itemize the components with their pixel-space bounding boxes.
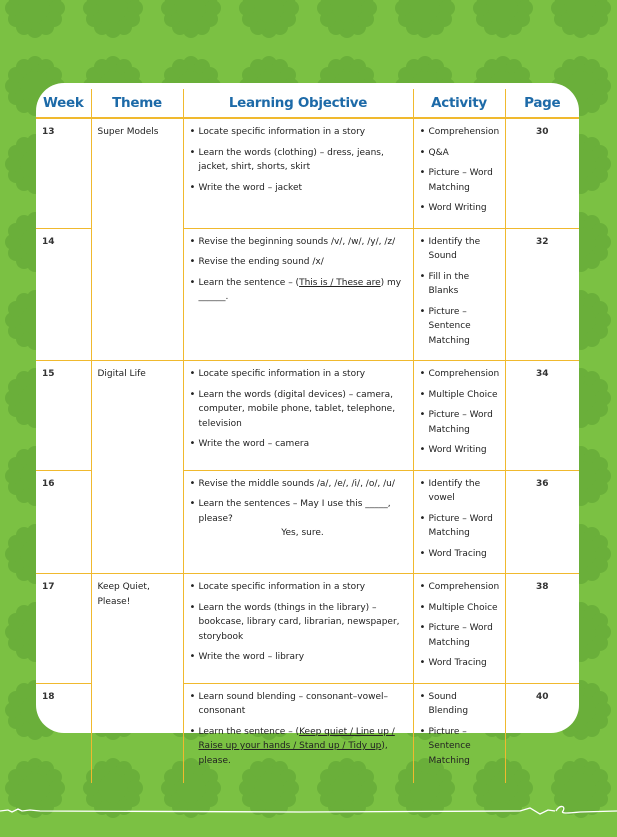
header-week: Week: [36, 89, 91, 118]
table-row: [36, 118, 579, 228]
objective-cell: [183, 228, 413, 361]
header-learning-objective: Learning Objective: [183, 89, 413, 118]
activity-item: • Comprehension: [420, 125, 499, 140]
activity-item: • Sound Blending: [420, 690, 499, 719]
flower-shape: [5, 0, 65, 38]
flower-shape: [551, 0, 611, 38]
activity-item: • Identify the vowel: [420, 477, 499, 506]
activity-cell: [413, 470, 505, 574]
activity-item: • Word Tracing: [420, 547, 499, 562]
schedule-card: [36, 83, 579, 766]
theme-cell: Keep Quiet, Please!: [91, 574, 183, 784]
page-cell: 30: [505, 118, 579, 228]
activity-item: • Comprehension: [420, 367, 499, 382]
theme-cell: Digital Life: [91, 361, 183, 574]
objective-item: • Learn the words (clothing) – dress, jeans, jacket, shirt, shorts, skirt: [190, 146, 407, 175]
sentence-suffix: ) my: [380, 277, 402, 288]
table-row: [36, 574, 579, 684]
objective-item: • Revise the middle sounds /a/, /e/, /i/, /o/, /u/: [190, 477, 407, 492]
activity-item: • Picture – Word Matching: [420, 512, 499, 541]
activity-item: • Fill in the Blanks: [420, 270, 499, 299]
table-header-row: [36, 89, 579, 118]
sentence-question: Learn the sentences – May I use this _____, please?: [198, 499, 391, 524]
objective-item: • Locate specific information in a story: [190, 367, 407, 382]
activity-item: • Word Writing: [420, 201, 499, 216]
activity-item: • Picture – Word Matching: [420, 408, 499, 437]
objective-item: • Write the word – library: [190, 650, 407, 665]
activity-cell: [413, 361, 505, 471]
week-cell: 16: [36, 470, 91, 574]
week-cell: 14: [36, 228, 91, 361]
flower-shape: [395, 0, 455, 38]
activity-item: • Word Tracing: [420, 656, 499, 671]
sentence-prefix: Learn the sentence – (: [198, 277, 300, 288]
page-cell: 32: [505, 228, 579, 361]
week-cell: 15: [36, 361, 91, 471]
schedule-table: [36, 89, 579, 783]
sentence-answer: Yes, sure.: [281, 528, 324, 538]
activity-item: • Picture – Word Matching: [420, 621, 499, 650]
sentence-blank: ______.: [198, 292, 229, 302]
activity-item: • Comprehension: [420, 580, 499, 595]
activity-cell: [413, 228, 505, 361]
activity-item: • Picture – Sentence Matching: [420, 725, 499, 769]
table-row: [36, 361, 579, 471]
flower-shape: [317, 0, 377, 38]
objective-item: • Locate specific information in a story: [190, 125, 407, 140]
page-cell: 38: [505, 574, 579, 684]
header-activity: Activity: [413, 89, 505, 118]
objective-item: • Revise the ending sound /x/: [190, 255, 407, 270]
page-cell: 40: [505, 683, 579, 783]
flower-shape: [161, 0, 221, 38]
objective-item: • Locate specific information in a story: [190, 580, 407, 595]
week-cell: 17: [36, 574, 91, 684]
sentence-prefix: Learn the sentence – (: [198, 726, 300, 737]
objective-item: • Write the word – camera: [190, 437, 407, 452]
flower-shape: [83, 0, 143, 38]
objective-item: [190, 725, 407, 769]
activity-cell: [413, 574, 505, 684]
flower-shape: [239, 0, 299, 38]
page-cell: 36: [505, 470, 579, 574]
sentence-options: Keep quiet / Line up / Raise up your hands / Stand up / Tidy up: [198, 726, 395, 751]
objective-item: • Learn sound blending – consonant–vowel–consonant: [190, 690, 407, 719]
objective-cell: [183, 118, 413, 228]
objective-item: • Write the word – jacket: [190, 181, 407, 196]
objective-item: [190, 497, 407, 541]
activity-item: • Picture – Word Matching: [420, 166, 499, 195]
header-page: Page: [505, 89, 579, 118]
week-cell: 13: [42, 127, 55, 137]
page-cell: 34: [505, 361, 579, 471]
activity-cell: [413, 118, 505, 228]
objective-item: • Learn the words (digital devices) – camera, computer, mobile phone, tablet, telephone, television: [190, 388, 407, 432]
activity-item: • Multiple Choice: [420, 601, 499, 616]
sentence-options: This is / These are: [299, 277, 381, 288]
objective-cell: [183, 574, 413, 684]
objective-cell: [183, 470, 413, 574]
decorative-footer-line: [0, 800, 617, 820]
sentence-suffix: ), please.: [198, 741, 388, 766]
objective-cell: [183, 361, 413, 471]
objective-cell: [183, 683, 413, 783]
activity-item: • Multiple Choice: [420, 388, 499, 403]
activity-item: • Identify the Sound: [420, 235, 499, 264]
activity-item: • Word Writing: [420, 443, 499, 458]
activity-item: • Q&A: [420, 146, 499, 161]
objective-item: • Revise the beginning sounds /v/, /w/, /y/, /z/: [190, 235, 407, 250]
header-theme: Theme: [91, 89, 183, 118]
activity-cell: [413, 683, 505, 783]
flower-shape: [473, 0, 533, 38]
activity-item: • Picture – Sentence Matching: [420, 305, 499, 349]
objective-item: • Learn the words (things in the library) – bookcase, library card, librarian, newspaper, storybook: [190, 601, 407, 645]
objective-item: [190, 276, 407, 305]
theme-cell: Super Models: [91, 118, 183, 361]
week-cell: 18: [36, 683, 91, 783]
